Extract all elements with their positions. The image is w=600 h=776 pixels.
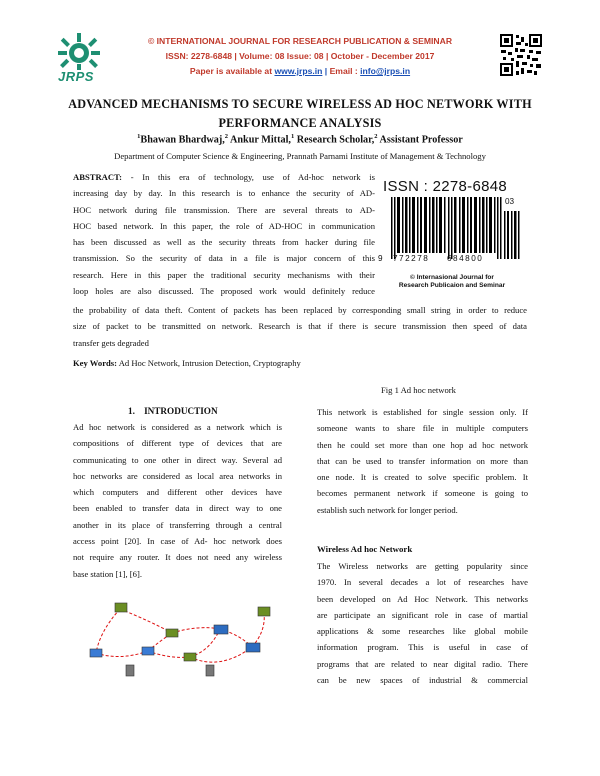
- author-sup: 1: [290, 133, 295, 140]
- author-list: [0, 133, 600, 145]
- intro-line: access point [20]. In case of Ad- hoc network does: [73, 536, 282, 547]
- abstract-line: the probability of data theft. Content of packets has been replaced by corresponding small string in order to reduce: [73, 305, 527, 315]
- body-line: been developed on Ad Hoc Network. This networks: [317, 593, 528, 604]
- wireless-heading: Wireless Ad hoc Network: [317, 544, 413, 554]
- barcode-digit-first: 9: [378, 254, 383, 263]
- abstract-line: has been discussed as well as the security threats from hacker during file: [73, 237, 375, 248]
- body-line: that can be used to transfer information on more than: [317, 455, 528, 466]
- keywords-text: Ad Hoc Network, Intrusion Detection, Cryptography: [117, 358, 301, 368]
- body-line: The Wireless networks are getting popularity since: [317, 561, 528, 571]
- body-line: This network is established for single session only. If: [317, 407, 528, 417]
- abstract-block: [73, 169, 375, 299]
- intro-line: which computers and different other devices have: [73, 487, 282, 498]
- body-line: someone wants to share file in multiple computers: [317, 423, 528, 434]
- email-label: Email :: [329, 66, 358, 76]
- intro-line: communicating to one other in direct way. Several ad: [73, 454, 282, 465]
- author-name: Ankur Mittal,: [228, 134, 291, 146]
- body-line: becomes permanent network if someone is going to: [317, 488, 528, 499]
- intro-line: Ad hoc network is considered as a network which is: [73, 422, 282, 432]
- intro-heading: [128, 406, 218, 416]
- body-line: programs that are related to near digital radio. There: [317, 658, 528, 669]
- body-line: information program. This is useful in case of: [317, 642, 528, 653]
- keywords-label: Key Words:: [73, 358, 118, 368]
- intro-heading-text: INTRODUCTION: [144, 406, 218, 416]
- barcode-caption-line2: Research Publicaion and Seminar: [398, 282, 506, 289]
- author-sup: 2: [224, 133, 229, 140]
- abstract-line: size of packet to be transmitted on network. Research is that if there is secure transmission then speed of data: [73, 321, 527, 332]
- abstract-line: loop holes are also discussed. The proposed work would definitely reduce: [73, 286, 375, 297]
- abstract-line: HOC network during file transmission. There are several threats to AD-: [73, 204, 375, 215]
- author-sup: 1: [137, 133, 141, 140]
- intro-line: another in its place of transferring through a central: [73, 519, 282, 530]
- issue-code: 03: [505, 197, 515, 206]
- affiliation: Department of Computer Science & Engineering, Prannath Parnami Institute of Management & Technology: [114, 151, 486, 161]
- intro-body: [73, 419, 282, 582]
- abstract-continued: [73, 302, 527, 351]
- paper-title-line2: PERFORMANCE ANALYSIS: [218, 116, 382, 130]
- right-column-body: [317, 404, 528, 518]
- abstract-line: research. Here in this paper the traditional security mechanisms with their: [73, 269, 375, 280]
- abstract-line: increasing day by day. In this research is to enhance the security of AD-: [73, 188, 375, 199]
- journal-name: © INTERNATIONAL JOURNAL FOR RESEARCH PUBLICATION & SEMINAR: [147, 36, 453, 46]
- abstract-line: transmission. So the security of data in a file is major concern of this: [73, 253, 375, 264]
- qr-code: [499, 33, 543, 77]
- barcode: [387, 197, 520, 259]
- header-separator: |: [324, 66, 328, 76]
- wireless-body: [317, 558, 528, 688]
- availability-line: [100, 66, 500, 76]
- barcode-digits-left: 772278: [393, 254, 430, 263]
- barcode-digits-right: 684800: [447, 254, 484, 263]
- intro-line: been enabled to transfer data in direct way to one: [73, 503, 282, 514]
- author-role: Research Scholar,: [294, 134, 375, 146]
- abstract-line: ABSTRACT: - In this era of technology, use of Ad-hoc network is: [73, 172, 375, 182]
- logo-text: JRPS: [58, 69, 94, 84]
- body-line: then he could set more than one hop ad hoc network: [317, 439, 528, 450]
- issn-volume-line: ISSN: 2278-6848 | Volume: 08 Issue: 08 | October - December 2017: [165, 51, 435, 61]
- body-line: applications & some researches like global mobile: [317, 626, 528, 637]
- body-line: can be new spaces of industrial & commercial: [317, 675, 528, 686]
- paper-title-line1: ADVANCED MECHANISMS TO SECURE WIRELESS AD HOC NETWORK WITH: [68, 97, 532, 111]
- author-role: Assistant Professor: [377, 134, 463, 146]
- body-line: establish such network for longer period.: [317, 504, 458, 515]
- author-sup: 2: [374, 133, 378, 140]
- issn-barcode-title: ISSN : 2278-6848: [383, 178, 508, 195]
- abstract-label: ABSTRACT:: [73, 172, 123, 182]
- intro-line: compositions of different type of devices that are: [73, 438, 282, 449]
- intro-heading-number: 1.: [128, 406, 135, 416]
- ad-hoc-network-figure: [80, 601, 280, 679]
- body-line: 1970. In several decades a lot of researches have: [317, 577, 528, 588]
- website-link[interactable]: www.jrps.in: [274, 66, 323, 76]
- figure-caption: Fig 1 Ad hoc network: [381, 385, 456, 395]
- intro-line: not require any router. It does not need any wireless: [73, 552, 282, 563]
- keywords: [73, 358, 301, 368]
- abstract-line: transfer gets degraded: [73, 337, 149, 348]
- author-name: Bhawan Bhardwaj,: [140, 134, 225, 146]
- body-line: one node. It is created to solve specific problem. It: [317, 472, 528, 483]
- barcode-caption: [380, 274, 524, 290]
- email-link[interactable]: info@jrps.in: [360, 66, 411, 76]
- intro-line: hoc networks are considered as local area networks in: [73, 470, 282, 481]
- paper-available-label: Paper is available at: [189, 66, 273, 76]
- abstract-line: HOC based network. In this paper, the role of AD-HOC in communication: [73, 220, 375, 231]
- body-line: are participate an significant role in case of martial: [317, 609, 528, 620]
- barcode-caption-line1: © Internasional Journal for: [410, 274, 494, 281]
- intro-line: base station [1], [6].: [73, 568, 142, 579]
